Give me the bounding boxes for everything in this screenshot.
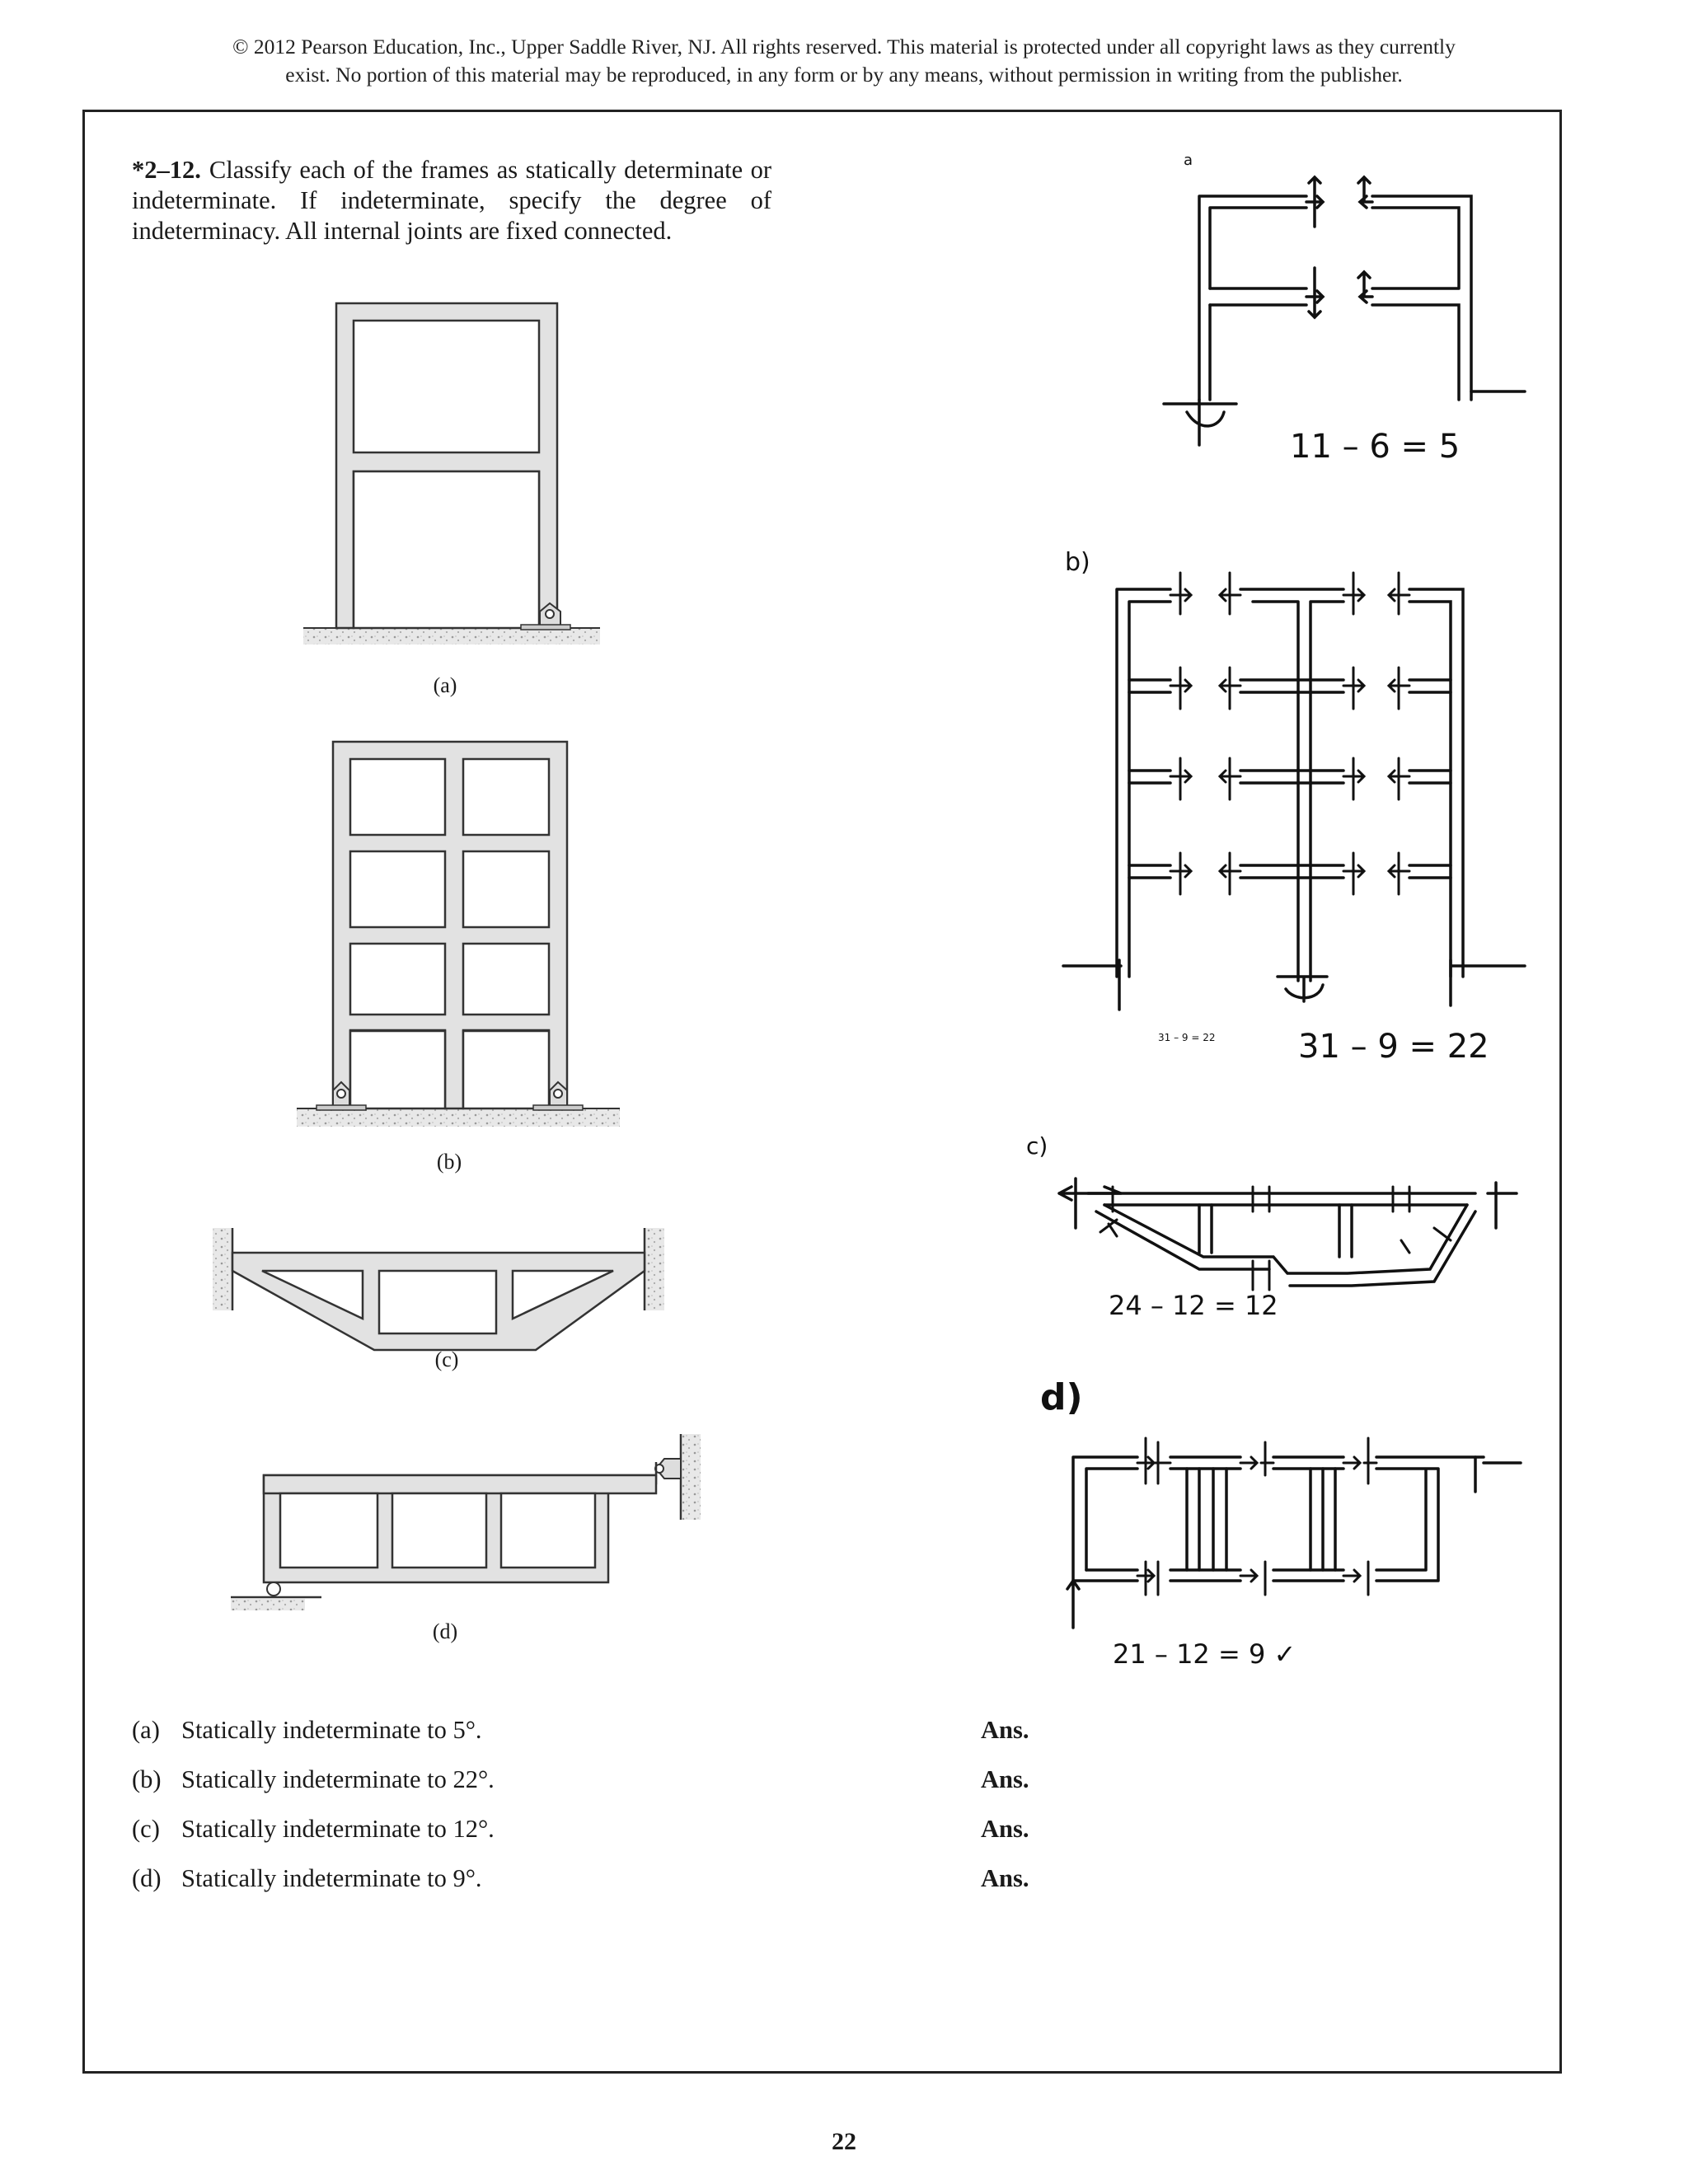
sketch-a-label: a [1184,152,1193,169]
sketch-a-calc: 11 – 6 = 5 [1290,428,1461,466]
answer-row-b [132,1765,1039,1798]
copyright-line-1: © 2012 Pearson Education, Inc., Upper Saddle River, NJ. All rights reserved. This material is protected under all copyright laws as they currently [232,35,1456,59]
copyright-line-2: exist. No portion of this material may be reproduced, in any form or by any means, without permission in writing from the publisher. [285,63,1403,87]
answer-marker: Ans. [981,1815,1029,1843]
answer-label: (d) [132,1864,162,1892]
sketch-c-label: c) [1026,1132,1048,1160]
answer-marker: Ans. [981,1864,1029,1892]
page-number: 22 [832,2128,856,2155]
answer-text: Statically indeterminate to 12°. [181,1815,495,1843]
answer-marker: Ans. [981,1716,1029,1744]
sketch-d-calc: 21 – 12 = 9 ✓ [1113,1638,1296,1670]
answer-label: (c) [132,1815,160,1843]
sketch-b-label: b) [1065,548,1090,577]
answer-text: Statically indeterminate to 9°. [181,1864,482,1892]
answer-row-d [132,1864,1039,1897]
answer-label: (a) [132,1716,160,1744]
problem-text: Classify each of the frames as statically determinate or indeterminate. If indeterminate, specify the degree of indeterminacy. All internal joints are fixed connected. [132,156,771,245]
answer-marker: Ans. [981,1765,1029,1793]
problem-number: *2–12. [132,156,201,184]
answer-text: Statically indeterminate to 22°. [181,1765,495,1793]
answer-label: (b) [132,1765,162,1793]
figure-a-caption: (a) [433,673,457,697]
sketch-b-small: 31 – 9 = 22 [1158,1032,1216,1043]
answer-text: Statically indeterminate to 5°. [181,1716,482,1744]
figure-c-caption: (c) [434,1347,459,1371]
figure-d-caption: (d) [432,1619,458,1643]
sketch-c-calc: 24 – 12 = 12 [1109,1290,1278,1321]
answer-row-a [132,1716,1039,1749]
sketch-b-calc: 31 – 9 = 22 [1298,1028,1489,1066]
figure-b-caption: (b) [436,1150,462,1174]
sketch-d-label: d) [1040,1376,1083,1418]
answer-row-c [132,1815,1039,1848]
